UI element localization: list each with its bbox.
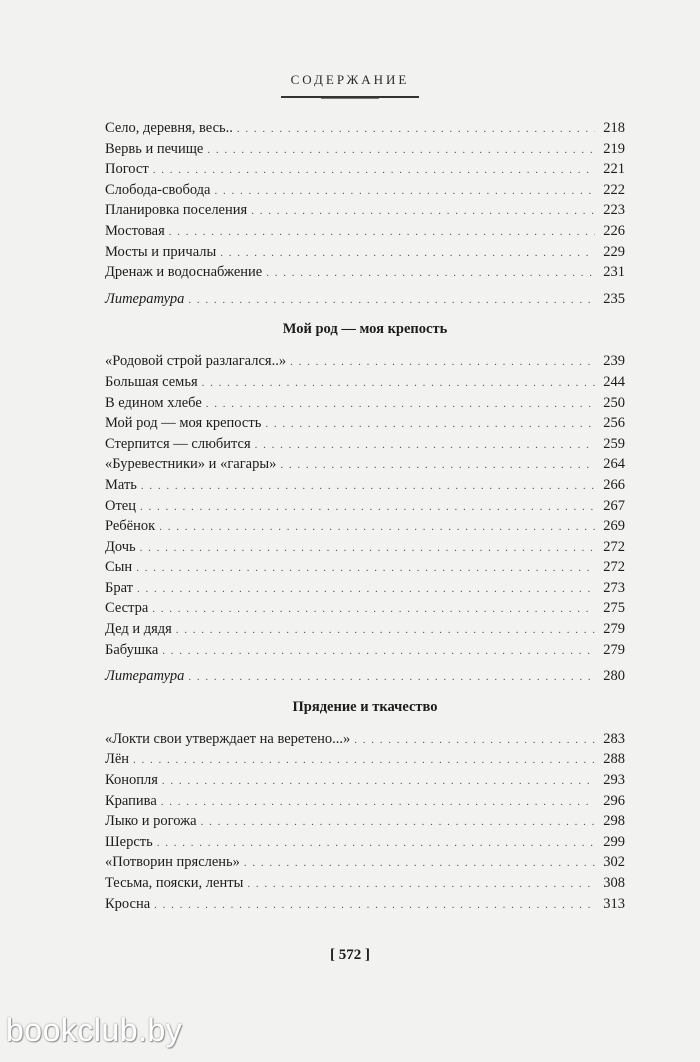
- toc-entry-page: 267: [603, 497, 625, 514]
- toc-entry-title: Крапива: [105, 792, 157, 809]
- toc-entry-page: 313: [603, 895, 625, 912]
- toc-entry-page: 279: [603, 641, 625, 658]
- toc-row: [105, 749, 625, 770]
- toc-entry-title: Село, деревня, весь..: [105, 120, 233, 136]
- toc-entry-title: Слобода-свобода: [105, 181, 211, 198]
- toc-row: [105, 811, 625, 832]
- toc-row: [105, 475, 625, 496]
- toc-entry-page: 266: [603, 476, 625, 493]
- leader-dots: [201, 812, 595, 833]
- toc-entry-page: 244: [603, 373, 625, 390]
- toc-row: [105, 351, 625, 372]
- leader-dots: [237, 119, 595, 140]
- toc-entry-title: Тесьма, пояски, ленты: [105, 875, 244, 891]
- toc-entry-title: Литература: [105, 290, 185, 307]
- toc-entry-page: 280: [603, 668, 625, 685]
- toc-entry-page: 226: [603, 222, 625, 239]
- toc-entry-title: «Потворин пряслень»: [105, 854, 240, 871]
- toc-entry-page: 275: [603, 600, 625, 617]
- toc-row: [105, 619, 625, 640]
- toc-entry-title: В едином хлебе: [105, 394, 202, 411]
- leader-dots: [247, 874, 595, 895]
- toc-entry-title: «Буревестники» и «гагары»: [105, 456, 277, 473]
- leader-dots: [202, 373, 595, 394]
- toc-row: [105, 139, 625, 160]
- toc-entry-title: Кросна: [105, 895, 151, 912]
- leader-dots: [162, 641, 595, 662]
- leader-dots: [140, 538, 595, 559]
- toc-entry-page: 272: [603, 559, 625, 576]
- toc-group-1: [105, 118, 625, 283]
- toc-entry-page: 221: [603, 161, 625, 178]
- toc-entry-title: Дед и дядя: [105, 621, 172, 638]
- leader-dots: [251, 201, 595, 222]
- toc-entry-title: Погост: [105, 161, 149, 178]
- toc-entry-page: 231: [603, 264, 625, 281]
- toc-row: [105, 372, 625, 393]
- toc-entry-page: 222: [603, 181, 625, 198]
- toc-row: [105, 434, 625, 455]
- toc-row: [105, 832, 625, 853]
- toc-entry-page: 273: [603, 579, 625, 596]
- toc-entry-title: Вервь и печище: [105, 140, 204, 157]
- toc-row: [105, 557, 625, 578]
- toc-entry-title: Ребёнок: [105, 518, 156, 535]
- toc-row: [105, 729, 625, 750]
- toc-row: [105, 770, 625, 791]
- toc-entry-title: Сестра: [105, 600, 149, 617]
- leader-dots: [266, 263, 595, 284]
- toc-entry-page: 218: [603, 120, 625, 136]
- toc-row: [105, 791, 625, 812]
- toc-row: [105, 578, 625, 599]
- toc-entry-page: 229: [603, 243, 625, 260]
- toc-row: [105, 118, 625, 139]
- toc-group-2: [105, 351, 625, 660]
- toc-entry-title: Дочь: [105, 538, 136, 555]
- watermark-logo: bookclub.by: [6, 1012, 183, 1048]
- toc-row: [105, 640, 625, 661]
- leader-dots: [140, 497, 595, 518]
- leader-dots: [290, 352, 595, 373]
- toc-row: [105, 894, 625, 915]
- toc-entry-title: «Родовой строй разлагался..»: [105, 353, 287, 370]
- toc-row: [105, 873, 625, 894]
- leader-dots: [206, 394, 595, 415]
- toc-row: [105, 221, 625, 242]
- toc-entry-title: Мать: [105, 476, 137, 493]
- leader-dots: [169, 222, 595, 243]
- leader-dots: [244, 853, 595, 874]
- toc-entry-title: Лён: [105, 751, 130, 768]
- leader-dots: [136, 558, 595, 579]
- toc-entry-page: 269: [603, 518, 625, 535]
- toc-row: [105, 413, 625, 434]
- toc-entry-page: 250: [603, 394, 625, 411]
- toc-entry-page: 299: [603, 833, 625, 850]
- toc-entry-page: 235: [603, 290, 625, 307]
- leader-dots: [280, 455, 595, 476]
- leader-dots: [265, 414, 595, 435]
- page-number: [ 572 ]: [330, 947, 370, 963]
- toc-entry-title: Планировка поселения: [105, 202, 248, 219]
- leader-dots: [354, 730, 595, 751]
- toc-entry-page: 223: [603, 202, 625, 219]
- toc-row: [105, 454, 625, 475]
- toc-entry-title: Стерпится — слюбится: [105, 435, 251, 452]
- toc-entry-page: 288: [603, 751, 625, 768]
- toc-entry-title: Шерсть: [105, 833, 153, 850]
- toc-entry-title: Литература: [105, 668, 185, 685]
- section-title-2: Мой род — моя крепость: [282, 321, 448, 338]
- toc-row: [105, 200, 625, 221]
- toc-entry-title: Дренаж и водоснабжение: [105, 264, 263, 281]
- toc-entry-title: Мосты и причалы: [105, 243, 217, 260]
- toc-entry-title: Большая семья: [105, 373, 198, 390]
- toc-row: [105, 159, 625, 180]
- toc-row-literature-2: [105, 666, 625, 687]
- leader-dots: [162, 771, 595, 792]
- toc-row: [105, 242, 625, 263]
- leader-dots: [154, 895, 595, 916]
- toc-entry-title: Мостовая: [105, 222, 165, 239]
- leader-dots: [152, 599, 595, 620]
- toc-row: [105, 598, 625, 619]
- leader-dots: [159, 517, 595, 538]
- toc-row-literature-1: [105, 289, 625, 310]
- leader-dots: [157, 833, 595, 854]
- leader-dots: [137, 579, 595, 600]
- toc-entry-title: Лыко и рогожа: [105, 813, 197, 830]
- toc-entry-page: 256: [603, 415, 625, 432]
- table-of-contents: [105, 118, 625, 914]
- leader-dots: [176, 620, 595, 641]
- toc-entry-page: 308: [603, 875, 625, 891]
- leader-dots: [214, 181, 595, 202]
- toc-entry-page: 259: [603, 435, 625, 452]
- toc-entry-title: Мой род — моя крепость: [105, 415, 262, 432]
- toc-row: [105, 516, 625, 537]
- toc-row: [105, 537, 625, 558]
- leader-dots: [133, 750, 595, 771]
- leader-dots: [207, 140, 595, 161]
- toc-entry-title: Сын: [105, 559, 133, 576]
- leader-dots: [220, 243, 595, 264]
- leader-dots: [255, 435, 595, 456]
- toc-entry-page: 298: [603, 813, 625, 830]
- toc-entry-page: 293: [603, 772, 625, 789]
- toc-entry-title: Бабушка: [105, 641, 159, 658]
- leader-dots: [161, 792, 595, 813]
- leader-dots: [188, 290, 595, 311]
- toc-row: [105, 852, 625, 873]
- toc-row: [105, 393, 625, 414]
- toc-entry-page: 279: [603, 621, 625, 638]
- running-header: [0, 72, 700, 98]
- toc-entry-title: «Локти свои утверждает на веретено...»: [105, 730, 351, 747]
- toc-entry-title: Отец: [105, 497, 137, 514]
- toc-entry-page: 302: [603, 854, 625, 871]
- toc-entry-title: Брат: [105, 579, 133, 596]
- leader-dots: [153, 160, 595, 181]
- header-rule: [281, 96, 419, 98]
- toc-entry-page: 272: [603, 538, 625, 555]
- toc-entry-page: 219: [603, 140, 625, 157]
- toc-group-3: [105, 729, 625, 914]
- toc-entry-page: 264: [603, 456, 625, 473]
- toc-entry-title: Конопля: [105, 772, 158, 789]
- section-title-3: Прядение и ткачество: [292, 698, 438, 715]
- toc-row: [105, 262, 625, 283]
- toc-entry-page: 283: [603, 730, 625, 747]
- toc-entry-page: 296: [603, 792, 625, 809]
- header-title: СОДЕРЖАНИЕ: [290, 72, 410, 87]
- leader-dots: [188, 667, 595, 688]
- toc-entry-page: 239: [603, 353, 625, 370]
- toc-row: [105, 496, 625, 517]
- toc-row: [105, 180, 625, 201]
- leader-dots: [141, 476, 595, 497]
